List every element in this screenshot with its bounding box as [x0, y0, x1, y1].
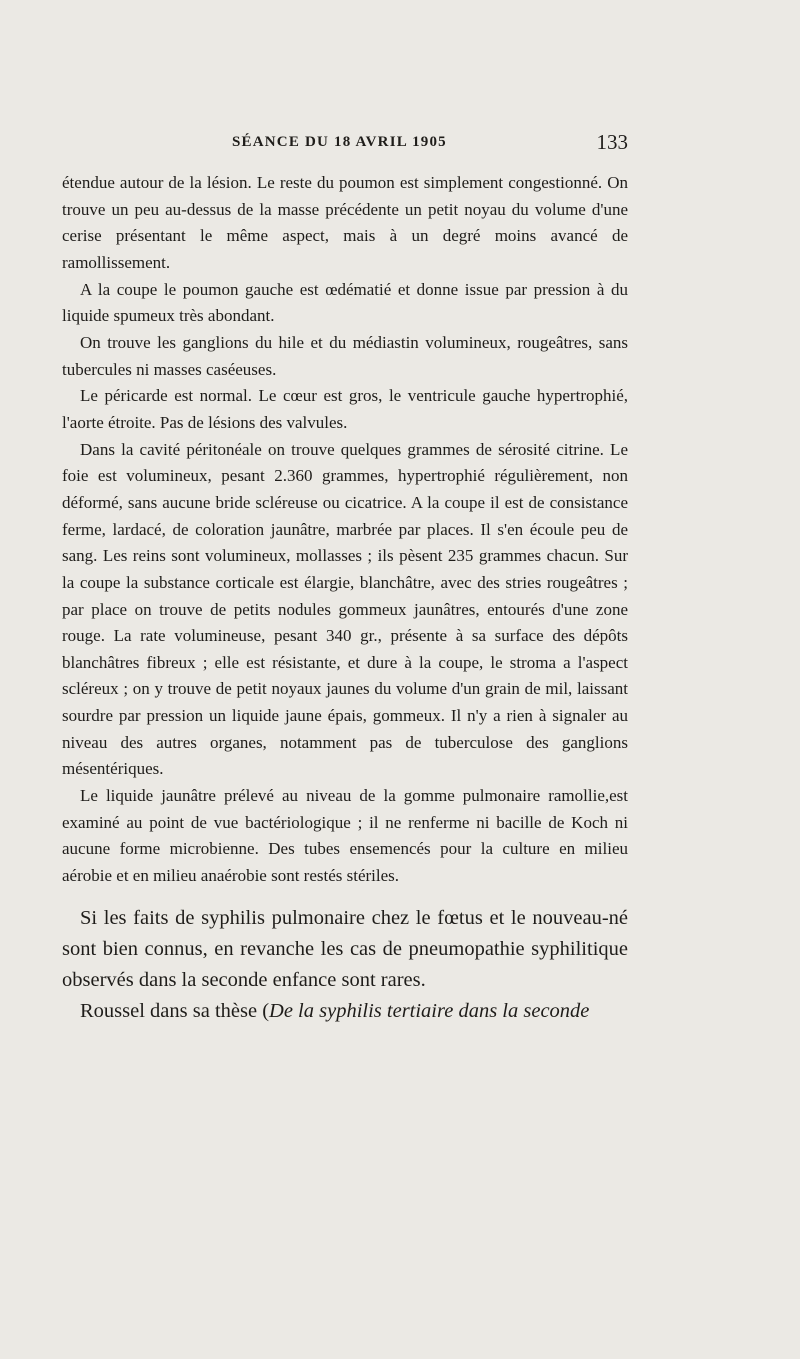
page-header	[62, 130, 628, 156]
paragraph: Le liquide jaunâtre prélevé au niveau de la gomme pulmonaire ramollie,est examiné au point de vue bactériologique ; il ne renferme ni bacille de Koch ni aucune forme microbienne. Des tubes ensemencés pour la culture en milieu aérobie et en milieu anaérobie sont restés stériles.	[62, 786, 628, 886]
paragraph: A la coupe le poumon gauche est œdématié et donne issue par pression à du liquide spumeux très abondant.	[62, 279, 628, 326]
paragraph: étendue autour de la lésion. Le reste du poumon est simplement congestionné. On trouve un peu au-dessus de la masse précédente un petit noyau du volume d'une cerise présentant le même aspect, mais à un degré moins avancé de ramollissement.	[62, 173, 628, 272]
last-line-text: Roussel dans sa thèse (	[80, 999, 270, 1022]
discussion-section	[62, 903, 628, 1027]
page-number: 133	[596, 130, 628, 154]
paragraph-last	[62, 996, 628, 1027]
case-report-section	[62, 170, 628, 890]
page-body	[62, 170, 628, 1027]
paragraph: Le péricarde est normal. Le cœur est gros, le ventricule gauche hypertrophié, l'aorte étroite. Pas de lésions des valvules.	[62, 386, 628, 432]
paragraph: Dans la cavité péritonéale on trouve quelques grammes de sérosité citrine. Le foie est volumineux, pesant 2.360 grammes, hypertrophié régulièrement, non déformé, sans aucune bride scléreuse ou cicatrice. A la coupe il est de consistance ferme, lardacé, de coloration jaunâtre, marbrée par places. Il s'en écoule peu de sang. Les reins sont volumineux, mollasses ; ils pèsent 235 grammes chacun. Sur la coupe la substance corticale est élargie, blanchâtre, avec des stries rougeâtres ; par place on trouve de petits nodules gommeux jaunâtres, entourés d'une zone rouge. La rate volumineuse, pesant 340 gr., présente à sa surface des dépôts blanchâtres fibreux ; elle est résistante, et dure à la coupe, le stroma a l'aspect scléreux ; on y trouve de petit noyaux jaunes du volume d'un grain de mil, laissant sourdre par pression un liquide jaune épais, gommeux. Il n'y a rien à signaler au niveau des autres organes, notamment pas de tuberculose des ganglions mésentériques.	[62, 439, 628, 779]
paragraph: Si les faits de syphilis pulmonaire chez le fœtus et le nouveau-né sont bien connus, en revanche les cas de pneumopathie syphilitique observés dans la seconde enfance sont rares.	[62, 906, 628, 991]
running-head: SÉANCE DU 18 AVRIL 1905	[232, 134, 447, 150]
paragraph: On trouve les ganglions du hile et du médiastin volumineux, rougeâtres, sans tubercules ni masses caséeuses.	[62, 332, 628, 379]
book-title-italic: De la syphilis tertiaire dans la seconde	[269, 999, 590, 1022]
